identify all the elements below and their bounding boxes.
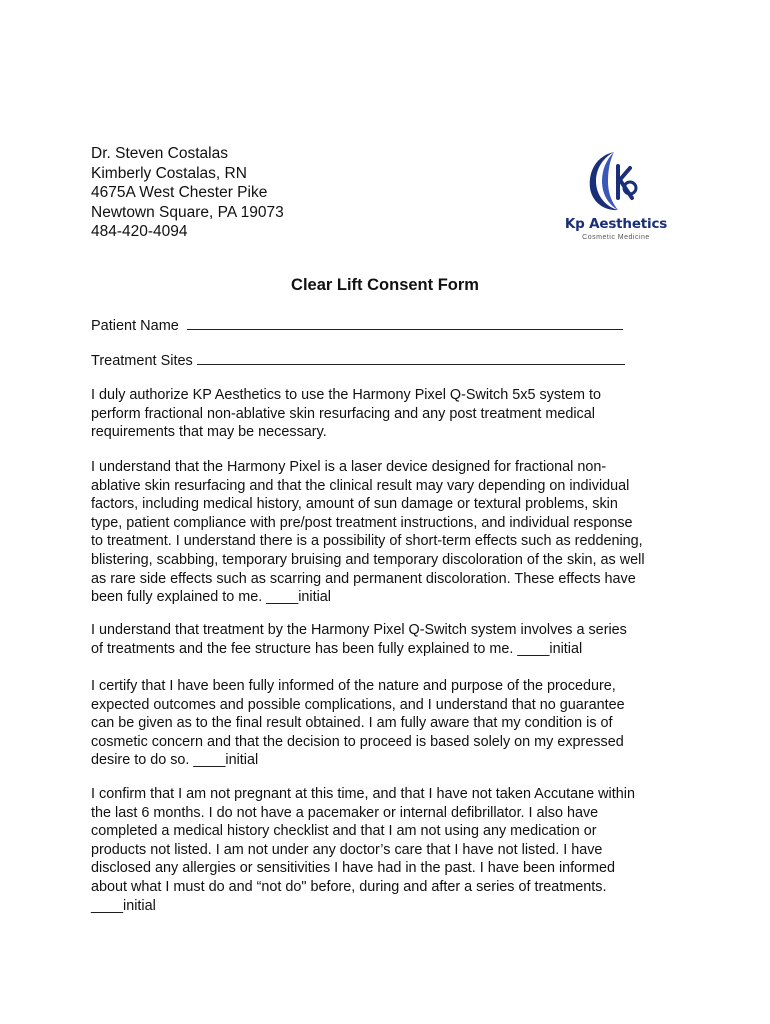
practice-address <box>91 144 284 242</box>
paragraph-line: requirements that may be necessary. <box>91 424 327 441</box>
paragraph-line: I confirm that I am not pregnant at this time, and that I have not taken Accutane within <box>91 786 635 802</box>
health-confirmation-paragraph <box>91 785 691 915</box>
paragraph-line: expected outcomes and possible complications, and I understand that no guarantee <box>91 696 625 713</box>
kp-monogram-icon <box>584 148 648 214</box>
treatment-sites-input-line[interactable] <box>197 350 625 365</box>
paragraph-line: to treatment. I understand there is a possibility of short-term effects such as reddening, <box>91 533 643 550</box>
certification-paragraph <box>91 677 691 770</box>
paragraph-line: been fully explained to me. ____initial <box>91 589 332 606</box>
paragraph-line: completed a medical history checklist and that I am not using any medication or <box>91 823 597 840</box>
address-line-doctor: Dr. Steven Costalas <box>91 145 228 162</box>
paragraph-line: factors, including medical history, amount of sun damage or textural problems, skin <box>91 496 618 513</box>
paragraph-line: I duly authorize KP Aesthetics to use the Harmony Pixel Q-Switch 5x5 system to <box>91 387 602 403</box>
paragraph-line: the last 6 months. I do not have a pacemaker or internal defibrillator. I also have <box>91 804 599 821</box>
paragraph-line: I certify that I have been fully informed of the nature and purpose of the procedure, <box>91 678 616 694</box>
patient-name-field <box>91 315 623 334</box>
paragraph-line: cosmetic concern and that the decision to proceed is based solely on my expressed <box>91 733 624 750</box>
patient-name-input-line[interactable] <box>187 315 623 330</box>
paragraph-line: can be given as to the final result obtained. I am fully aware that my condition is of <box>91 715 613 732</box>
logo-tagline: Cosmetic Medicine <box>582 234 650 241</box>
paragraph-line: ablative skin resurfacing and that the clinical result may vary depending on individual <box>91 477 630 494</box>
paragraph-line: desire to do so. ____initial <box>91 752 259 769</box>
paragraph-line: ____initial <box>91 897 156 914</box>
kp-aesthetics-logo <box>556 148 676 248</box>
treatment-sites-label: Treatment Sites <box>91 353 193 369</box>
treatment-sites-field <box>91 350 625 369</box>
form-title: Clear Lift Consent Form <box>291 276 479 294</box>
paragraph-line: products not listed. I am not under any doctor’s care that I have not listed. I have <box>91 841 603 858</box>
paragraph-line: I understand that the Harmony Pixel is a laser device designed for fractional non- <box>91 459 607 475</box>
paragraph-line: disclosed any allergies or sensitivities I have had in the past. I have been informed <box>91 860 615 877</box>
paragraph-line: perform fractional non-ablative skin resurfacing and any post treatment medical <box>91 405 595 422</box>
address-line-nurse: Kimberly Costalas, RN <box>91 164 247 182</box>
paragraph-line: of treatments and the fee structure has been fully explained to me. ____initial <box>91 640 583 657</box>
address-line-phone: 484-420-4094 <box>91 223 188 241</box>
paragraph-line: blistering, scabbing, temporary bruising and temporary discoloration of the skin, as well <box>91 551 645 568</box>
address-line-street: 4675A West Chester Pike <box>91 184 268 202</box>
address-line-city: Newtown Square, PA 19073 <box>91 203 284 221</box>
paragraph-line: type, patient compliance with pre/post treatment instructions, and individual response <box>91 514 633 531</box>
authorization-paragraph <box>91 386 691 442</box>
paragraph-line: I understand that treatment by the Harmony Pixel Q-Switch system involves a series <box>91 622 627 638</box>
risks-paragraph <box>91 458 691 607</box>
paragraph-line: about what I must do and “not do" before, during and after a series of treatments. <box>91 878 607 895</box>
paragraph-line: as rare side effects such as scarring and permanent discoloration. These effects have <box>91 570 636 587</box>
patient-name-label: Patient Name <box>91 318 179 334</box>
fees-paragraph <box>91 621 691 658</box>
logo-name: Kp Aesthetics <box>564 216 668 232</box>
